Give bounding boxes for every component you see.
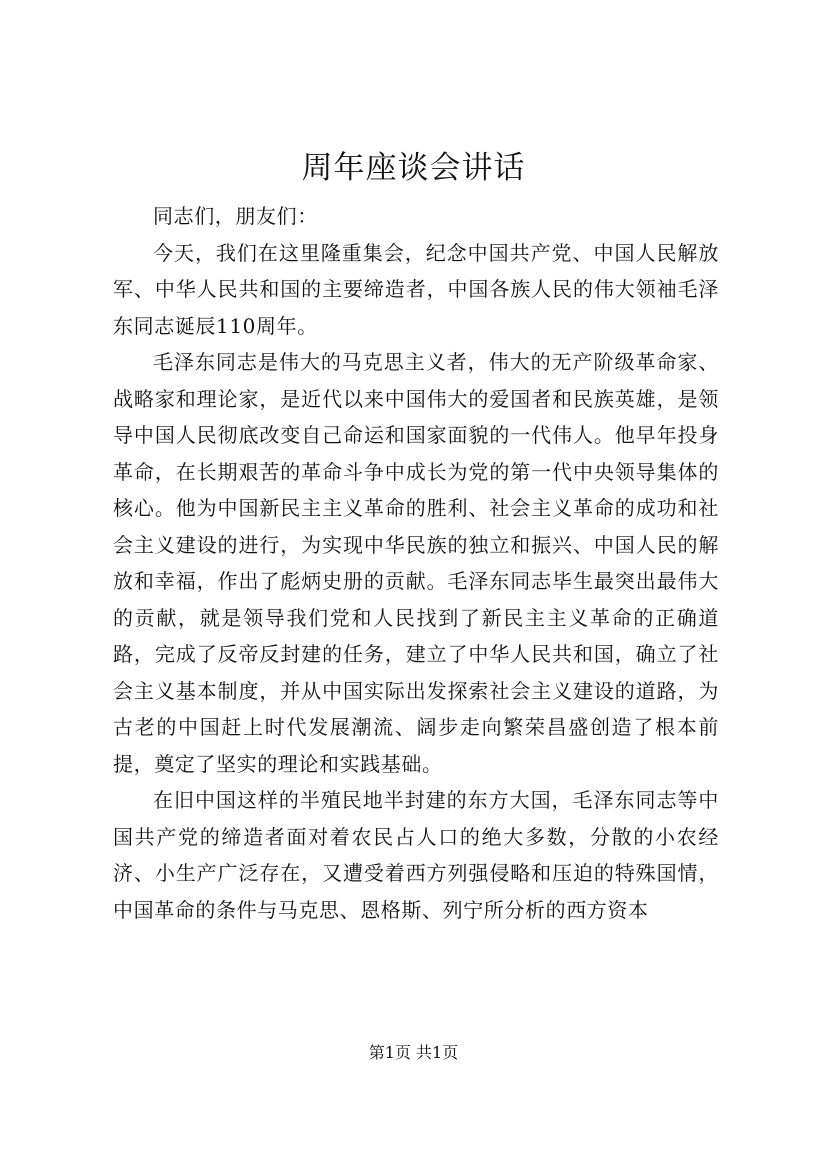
document-body	[113, 198, 719, 928]
paragraph-1: 今天，我们在这里隆重集会，纪念中国共产党、中国人民解放军、中华人民共和国的主要缔造者，中国各族人民的伟大领袖毛泽东同志诞辰110周年。	[113, 240, 719, 338]
paragraph-3: 在旧中国这样的半殖民地半封建的东方大国，毛泽东同志等中国共产党的缔造者面对着农民占人口的绝大多数，分散的小农经济、小生产广泛存在，又遭受着西方列强侵略和压迫的特殊国情，中国革命的条件与马克思、恩格斯、列宁所分析的西方资本	[113, 788, 719, 922]
document-title: 周年座谈会讲话	[301, 150, 526, 186]
salutation: 同志们，朋友们：	[153, 204, 318, 228]
paragraph-2: 毛泽东同志是伟大的马克思主义者，伟大的无产阶级革命家、战略家和理论家，是近代以来中国伟大的爱国者和民族英雄，是领导中国人民彻底改变自己命运和国家面貌的一代伟人。他早年投身革命，在长期艰苦的革命斗争中成长为党的第一代中央领导集体的核心。他为中国新民主主义革命的胜利、社会主义革命的成功和社会主义建设的进行，为实现中华民族的独立和振兴、中国人民的解放和幸福，作出了彪炳史册的贡献。毛泽东同志毕生最突出最伟大的贡献，就是领导我们党和人民找到了新民主主义革命的正确道路，完成了反帝反封建的任务，建立了中华人民共和国，确立了社会主义基本制度，并从中国实际出发探索社会主义建设的道路，为古老的中国赶上时代发展潮流、阔步走向繁荣昌盛创造了根本前提，奠定了坚实的理论和实践基础。	[113, 350, 719, 776]
page-footer: 第1页 共1页	[368, 1043, 459, 1062]
